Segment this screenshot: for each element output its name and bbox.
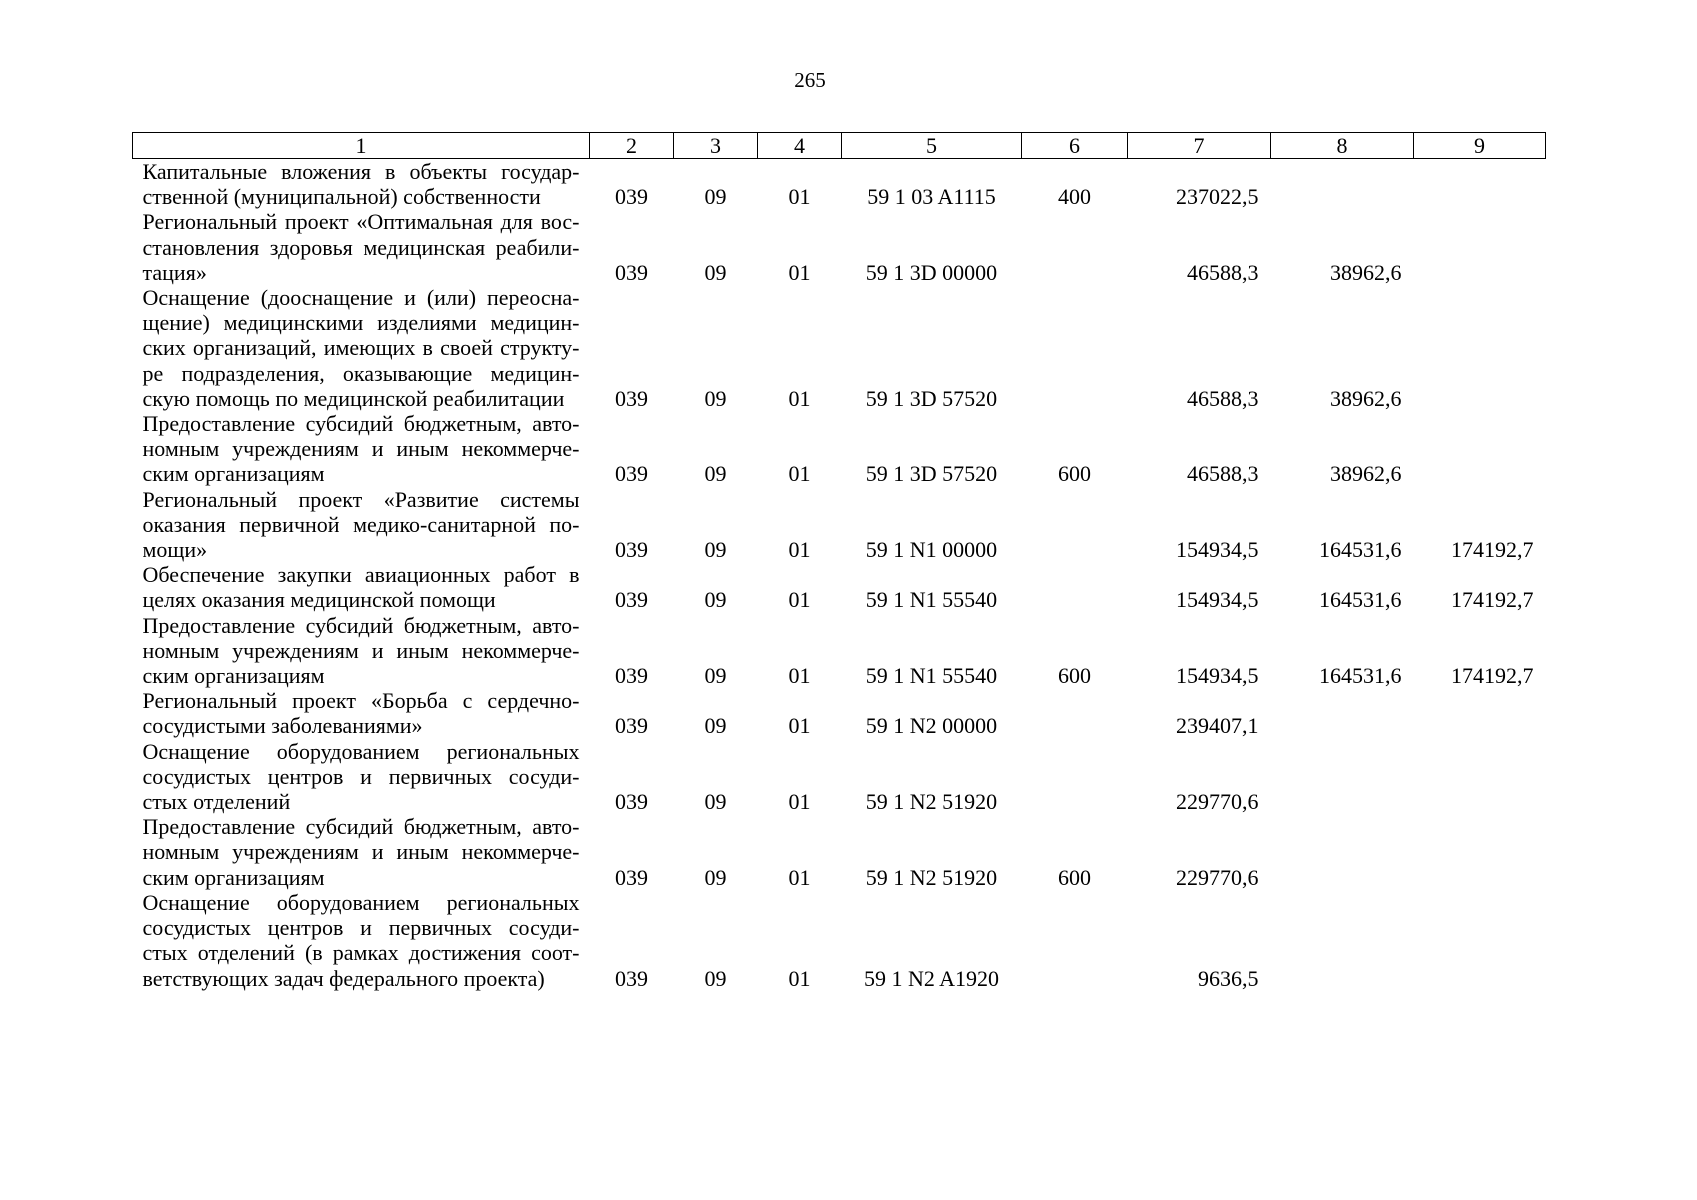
target-article-cell: 59 1 N2 51920 — [865, 789, 998, 815]
row-name-cell: Капитальные вложения в объекты государ-ственной (муниципальной) собственности — [142, 159, 580, 210]
subsection-code-cell: 01 — [788, 537, 811, 563]
row-name-cell: Предоставление субсидий бюджетным, авто-номным учреждениям и иным некоммерче-ским организациям — [142, 612, 580, 689]
ministry-code-cell: 039 — [615, 461, 648, 487]
row-name-cell: Оснащение (дооснащение и (или) переосна-щение) медицинскими изделиями медицин-ских организаций, имеющих в своей структу-ре подразделения, оказывающие медицин-скую помощь по медицинской реабилитации — [142, 285, 580, 411]
target-article-cell: 59 1 N1 55540 — [865, 663, 998, 689]
amount-col9-cell — [1414, 285, 1546, 411]
section-code-cell: 09 — [704, 713, 727, 739]
ministry-code-cell: 039 — [615, 537, 648, 563]
ministry-code-cell: 039 — [615, 385, 648, 411]
subsection-code-cell: 01 — [788, 461, 811, 487]
row-name-cell: Предоставление субсидий бюджетным, авто-номным учреждениям и иным некоммерче-ским организациям — [142, 814, 580, 890]
subsection-code-cell: 01 — [788, 789, 811, 815]
table-row — [133, 562, 1546, 612]
target-article-cell: 59 1 03 A1115 — [867, 184, 996, 210]
amount-col7-cell: 239407,1 — [1176, 713, 1259, 739]
column-header: 6 — [1022, 133, 1128, 159]
table-row — [133, 209, 1546, 285]
row-name-cell: Оснащение оборудованием региональных сосудистых центров и первичных сосуди-стых отделений — [142, 738, 580, 815]
table-row — [133, 285, 1546, 411]
column-header: 1 — [133, 133, 590, 159]
amount-col7-cell: 46588,3 — [1187, 385, 1259, 411]
amount-col9-cell: 174192,7 — [1451, 537, 1534, 563]
subsection-code-cell: 01 — [788, 587, 811, 613]
amount-col8-cell: 164531,6 — [1319, 587, 1402, 613]
ministry-code-cell: 039 — [615, 789, 648, 815]
ministry-code-cell: 039 — [615, 259, 648, 285]
column-header: 5 — [842, 133, 1022, 159]
expense-type-cell: 600 — [1058, 461, 1091, 487]
section-code-cell: 09 — [704, 537, 727, 563]
amount-col7-cell: 9636,5 — [1198, 965, 1259, 991]
target-article-cell: 59 1 N2 51920 — [865, 864, 998, 890]
amount-col8-cell — [1271, 688, 1414, 738]
amount-col8-cell — [1271, 890, 1414, 991]
target-article-cell: 59 1 3D 57520 — [865, 385, 998, 411]
table-row — [133, 487, 1546, 563]
ministry-code-cell: 039 — [615, 864, 648, 890]
amount-col7-cell: 237022,5 — [1176, 184, 1259, 210]
table-body — [133, 159, 1546, 991]
row-name-cell: Предоставление субсидий бюджетным, авто-номным учреждениям и иным некоммерче-ским организациям — [142, 411, 580, 487]
header-row — [133, 133, 1546, 159]
amount-col8-cell: 164531,6 — [1319, 537, 1402, 563]
subsection-code-cell: 01 — [788, 713, 811, 739]
subsection-code-cell: 01 — [788, 663, 811, 689]
column-header: 2 — [590, 133, 674, 159]
column-header: 8 — [1271, 133, 1414, 159]
amount-col7-cell: 229770,6 — [1176, 864, 1259, 890]
subsection-code-cell: 01 — [788, 965, 811, 991]
column-header: 3 — [674, 133, 758, 159]
page-number: 265 — [794, 68, 826, 92]
amount-col7-cell: 154934,5 — [1176, 537, 1259, 563]
row-name-cell: Региональный проект «Оптимальная для вос-становления здоровья медицинская реабили-тация» — [142, 209, 580, 285]
section-code-cell: 09 — [704, 385, 727, 411]
row-name-cell: Региональный проект «Развитие системы оказания первичной медико-санитарной по-мощи» — [142, 486, 580, 563]
amount-col7-cell: 46588,3 — [1187, 461, 1259, 487]
ministry-code-cell: 039 — [615, 965, 648, 991]
ministry-code-cell: 039 — [615, 184, 648, 210]
table-row — [133, 411, 1546, 487]
budget-table — [132, 132, 1546, 991]
target-article-cell: 59 1 3D 00000 — [865, 259, 998, 285]
column-number-header — [133, 133, 1546, 159]
expense-type-cell: 600 — [1058, 864, 1091, 890]
ministry-code-cell: 039 — [615, 587, 648, 613]
section-code-cell: 09 — [704, 184, 727, 210]
expense-type-cell — [1022, 487, 1128, 563]
expense-type-cell — [1022, 890, 1128, 991]
amount-col8-cell: 38962,6 — [1330, 461, 1402, 487]
subsection-code-cell: 01 — [788, 184, 811, 210]
section-code-cell: 09 — [704, 864, 727, 890]
amount-col9-cell — [1414, 739, 1546, 815]
amount-col9-cell — [1414, 209, 1546, 285]
table-row — [133, 159, 1546, 210]
table-row — [133, 688, 1546, 738]
amount-col8-cell: 164531,6 — [1319, 663, 1402, 689]
amount-col7-cell: 154934,5 — [1176, 587, 1259, 613]
subsection-code-cell: 01 — [788, 259, 811, 285]
section-code-cell: 09 — [704, 259, 727, 285]
amount-col9-cell — [1414, 814, 1546, 890]
amount-col8-cell — [1271, 159, 1414, 210]
row-name-cell: Обеспечение закупки авиационных работ в целях оказания медицинской помощи — [142, 562, 580, 613]
amount-col9-cell — [1414, 890, 1546, 991]
subsection-code-cell: 01 — [788, 864, 811, 890]
section-code-cell: 09 — [704, 587, 727, 613]
column-header: 9 — [1414, 133, 1546, 159]
amount-col7-cell: 46588,3 — [1187, 259, 1259, 285]
expense-type-cell — [1022, 285, 1128, 411]
target-article-cell: 59 1 3D 57520 — [865, 461, 998, 487]
row-name-cell: Региональный проект «Борьба с сердечно-сосудистыми заболеваниями» — [142, 688, 580, 739]
expense-type-cell — [1022, 688, 1128, 738]
section-code-cell: 09 — [704, 461, 727, 487]
row-name-cell: Оснащение оборудованием региональных сосудистых центров и первичных сосуди-стых отделений (в рамках достижения соот-ветствующих задач федерального проекта) — [142, 889, 580, 991]
section-code-cell: 09 — [704, 965, 727, 991]
amount-col7-cell: 229770,6 — [1176, 789, 1259, 815]
amount-col8-cell: 38962,6 — [1330, 259, 1402, 285]
ministry-code-cell: 039 — [615, 663, 648, 689]
amount-col9-cell: 174192,7 — [1451, 587, 1534, 613]
ministry-code-cell: 039 — [615, 713, 648, 739]
expense-type-cell — [1022, 209, 1128, 285]
amount-col8-cell — [1271, 814, 1414, 890]
amount-col8-cell — [1271, 739, 1414, 815]
column-header: 4 — [758, 133, 842, 159]
amount-col9-cell: 174192,7 — [1451, 663, 1534, 689]
amount-col9-cell — [1414, 411, 1546, 487]
amount-col9-cell — [1414, 159, 1546, 210]
column-header: 7 — [1128, 133, 1271, 159]
table-row — [133, 739, 1546, 815]
expense-type-cell: 600 — [1058, 663, 1091, 689]
section-code-cell: 09 — [704, 789, 727, 815]
expense-type-cell: 400 — [1058, 184, 1091, 210]
amount-col9-cell — [1414, 688, 1546, 738]
section-code-cell: 09 — [704, 663, 727, 689]
target-article-cell: 59 1 N1 00000 — [865, 537, 998, 563]
expense-type-cell — [1022, 562, 1128, 612]
amount-col8-cell: 38962,6 — [1330, 385, 1402, 411]
target-article-cell: 59 1 N2 00000 — [865, 713, 998, 739]
table-row — [133, 613, 1546, 689]
subsection-code-cell: 01 — [788, 385, 811, 411]
expense-type-cell — [1022, 739, 1128, 815]
amount-col7-cell: 154934,5 — [1176, 663, 1259, 689]
target-article-cell: 59 1 N1 55540 — [865, 587, 998, 613]
table-row — [133, 890, 1546, 991]
table-row — [133, 814, 1546, 890]
target-article-cell: 59 1 N2 A1920 — [863, 965, 1000, 991]
